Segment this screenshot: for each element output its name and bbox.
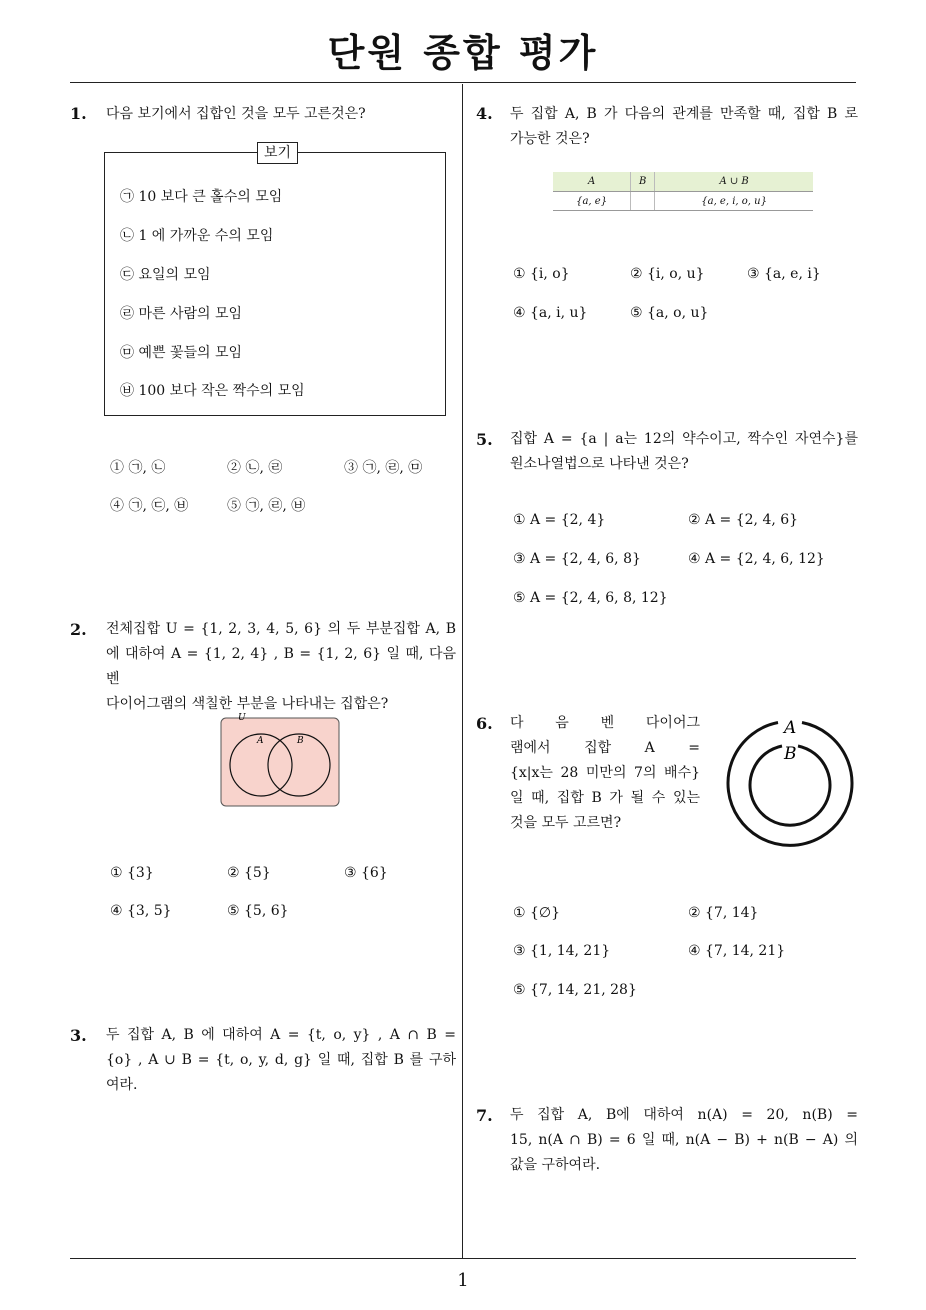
bogi-item: ㉥ 100 보다 작은 짝수의 모임: [120, 383, 305, 399]
nested-set-diagram: [718, 712, 862, 856]
question-text-line: 다이어그램의 색칠한 부분을 나타내는 집합은?: [106, 696, 389, 712]
answer-choice-3[interactable]: ③ {6}: [344, 865, 388, 881]
question-number: 4.: [476, 104, 493, 123]
question-text-line: 15, n(A ∩ B) = 6 일 때, n(A − B) + n(B − A) 의: [510, 1132, 858, 1148]
question-text-line: {o} , A ∪ B = {t, o, y, d, g} 일 때, 집합 B 를 구하: [106, 1052, 456, 1068]
answer-choice-4[interactable]: ④ {a, i, u}: [513, 305, 588, 321]
label-b: B: [784, 744, 797, 764]
answer-choice-1[interactable]: ① ㉠, ㉡: [110, 460, 166, 476]
table-cell: {a, e}: [553, 192, 631, 211]
answer-choice-4[interactable]: ④ {7, 14, 21}: [688, 943, 786, 959]
question-text: 다음 보기에서 집합인 것을 모두 고른것은?: [106, 106, 366, 122]
answer-choice-4[interactable]: ④ {3, 5}: [110, 903, 172, 919]
answer-choice-4[interactable]: ④ ㉠, ㉢, ㉥: [110, 498, 189, 514]
question-text-line: 원소나열법으로 나타낸 것은?: [510, 456, 689, 472]
top-rule: [70, 82, 856, 83]
question-text-line: 다 음 벤 다이어그: [510, 715, 700, 731]
question-text-line: 두 집합 A, B 에 대하여 A = {t, o, y} , A ∩ B =: [106, 1027, 456, 1043]
question-number: 3.: [70, 1026, 87, 1045]
question-text-line: 전체집합 U = {1, 2, 3, 4, 5, 6} 의 두 부분집합 A, B: [106, 621, 456, 637]
answer-choice-5[interactable]: ⑤ ㉠, ㉣, ㉥: [227, 498, 306, 514]
answer-choice-5[interactable]: ⑤ {5, 6}: [227, 903, 289, 919]
venn-diagram: [218, 710, 344, 810]
question-text-line: 일 때, 집합 B 가 될 수 있는: [510, 790, 700, 806]
question-text-line: 값을 구하여라.: [510, 1157, 601, 1173]
label-a: A: [257, 736, 264, 746]
answer-choice-3[interactable]: ③ {1, 14, 21}: [513, 943, 611, 959]
bogi-item: ㉤ 예쁜 꽃들의 모임: [120, 345, 243, 361]
table-cell: {a, e, i, o, u}: [655, 192, 813, 211]
question-number: 1.: [70, 104, 87, 123]
answer-choice-3[interactable]: ③ A = {2, 4, 6, 8}: [513, 551, 641, 567]
answer-choice-2[interactable]: ② {5}: [227, 865, 271, 881]
question-text-line: 것을 모두 고르면?: [510, 815, 622, 831]
question-number: 6.: [476, 714, 493, 733]
question-number: 5.: [476, 430, 493, 449]
answer-choice-2[interactable]: ② {7, 14}: [688, 905, 759, 921]
bogi-label: 보기: [257, 142, 298, 164]
bottom-rule: [70, 1258, 856, 1259]
page-number: 1: [457, 1270, 469, 1291]
question-number: 7.: [476, 1106, 493, 1125]
answer-choice-5[interactable]: ⑤ {a, o, u}: [630, 305, 709, 321]
bogi-item: ㉣ 마른 사람의 모임: [120, 306, 243, 322]
question-number: 2.: [70, 620, 87, 639]
relation-table: [553, 172, 813, 211]
question-text-line: 램에서 집합 A =: [510, 740, 700, 756]
bogi-item: ㉢ 요일의 모임: [120, 267, 211, 283]
question-text-line: 여라.: [106, 1077, 138, 1093]
answer-choice-1[interactable]: ① {∅}: [513, 905, 561, 921]
answer-choice-3[interactable]: ③ {a, e, i}: [747, 266, 821, 282]
bogi-item: ㉡ 1 에 가까운 수의 모임: [120, 228, 274, 244]
set-a-circle: [728, 723, 852, 846]
answer-choice-2[interactable]: ② ㉡, ㉣: [227, 460, 283, 476]
universal-set-region: [221, 718, 339, 806]
table-header: B: [631, 172, 655, 192]
answer-choice-2[interactable]: ② {i, o, u}: [630, 266, 705, 282]
answer-choice-2[interactable]: ② A = {2, 4, 6}: [688, 512, 799, 528]
page-title: 단원 종합 평가: [327, 31, 599, 75]
question-text-line: {x|x는 28 미만의 7의 배수}: [510, 765, 700, 781]
answer-choice-5[interactable]: ⑤ A = {2, 4, 6, 8, 12}: [513, 590, 668, 606]
answer-choice-4[interactable]: ④ A = {2, 4, 6, 12}: [688, 551, 825, 567]
answer-choice-1[interactable]: ① {3}: [110, 865, 154, 881]
question-text-line: 가능한 것은?: [510, 131, 590, 147]
table-cell: [631, 192, 655, 211]
answer-choice-1[interactable]: ① A = {2, 4}: [513, 512, 606, 528]
table-header: A: [553, 172, 631, 192]
bogi-item: ㉠ 10 보다 큰 홀수의 모임: [120, 189, 283, 205]
answer-choice-5[interactable]: ⑤ {7, 14, 21, 28}: [513, 982, 637, 998]
question-text-line: 두 집합 A, B 가 다음의 관계를 만족할 때, 집합 B 로: [510, 106, 858, 122]
label-b: B: [297, 736, 304, 746]
column-divider: [462, 84, 463, 1258]
question-text-line: 두 집합 A, B에 대하여 n(A) = 20, n(B) =: [510, 1107, 858, 1123]
answer-choice-3[interactable]: ③ ㉠, ㉣, ㉤: [344, 460, 423, 476]
answer-choice-1[interactable]: ① {i, o}: [513, 266, 570, 282]
label-a: A: [784, 718, 797, 738]
question-text-line: 집합 A = {a | a는 12의 약수이고, 짝수인 자연수}를: [510, 431, 858, 447]
question-text-line: 에 대하여 A = {1, 2, 4} , B = {1, 2, 6} 일 때, 다음 벤: [106, 646, 456, 687]
table-header: A ∪ B: [655, 172, 813, 192]
label-u: U: [238, 713, 246, 723]
